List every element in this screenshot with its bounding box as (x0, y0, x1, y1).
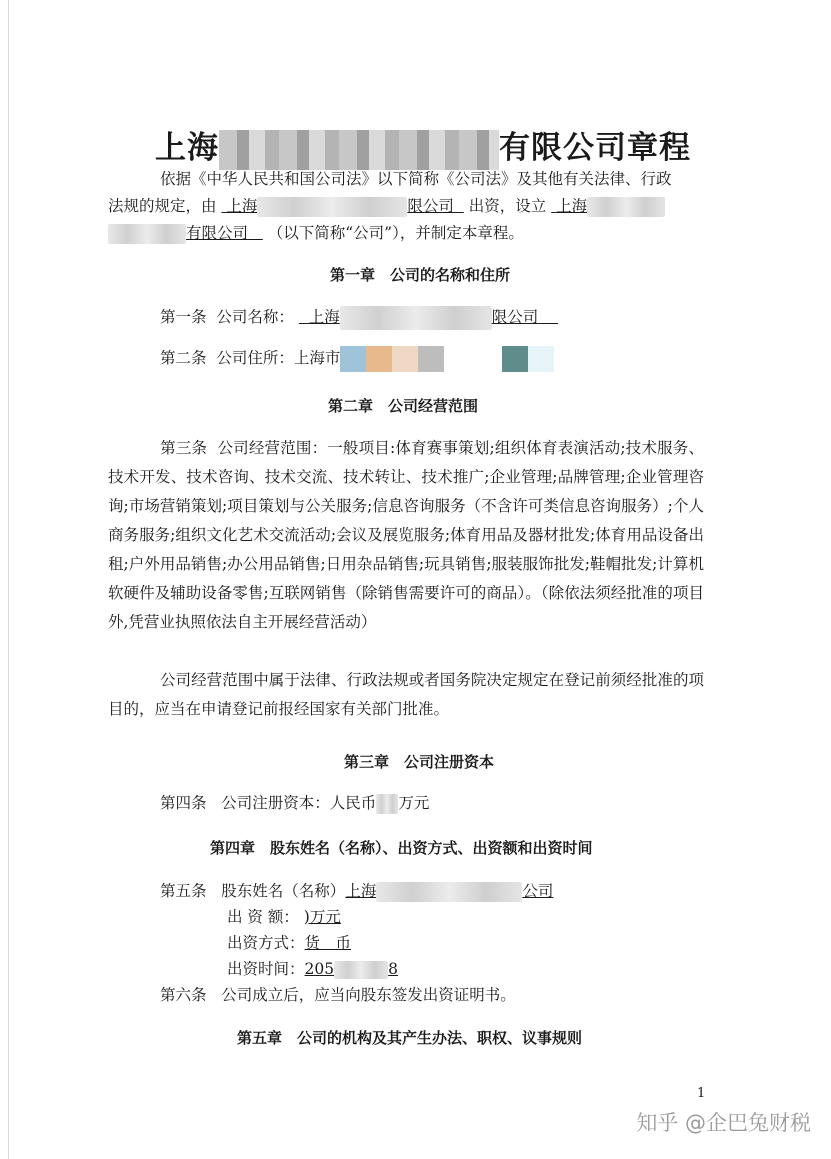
document-title (155, 122, 691, 170)
redacted-text (587, 197, 665, 217)
redacted-address (340, 349, 554, 367)
contribution-method: 出资方式：货 币 (227, 934, 352, 952)
shareholder-name: 上海 公司 (345, 882, 554, 900)
article-4: 第四条 公司注册资本：人民币 万元 (160, 794, 430, 812)
redacted-date (334, 961, 388, 979)
founder-name: 上海 限公司 (226, 197, 454, 215)
watermark: 知乎 @企巴兔财税 (636, 1111, 811, 1135)
article-5: 第五条 股东姓名（名称）上海 公司 (160, 882, 554, 900)
article-3: 第三条 公司经营范围：一般项目:体育赛事策划;组织体育表演活动;技术服务、技术开发、技术咨询、技术交流、技术转让、技术推广;企业管理;品牌管理;企业管理咨询;市场营销策划;项目策划与公关服务;信息咨询服务（不含许可类信息咨询服务）;个人商务服务;组织文化艺术交流活动;会议及展览服务;体育用品及器材批发;体育用品设备出租;户外用品销售;办公用品销售;日用杂品销售;玩具销售;服装服饰批发;鞋帽批发;计算机软硬件及辅助设备零售;互联网销售（除销售需要许可的商品）。（除依法须经批准的项目外,凭营业执照依法自主开展经营活动） (108, 439, 704, 631)
preamble-line-3: 有限公司 （以下简称“公司”），并制定本章程。 (108, 220, 524, 247)
redacted-text (376, 882, 522, 902)
title-suffix: 有限公司章程 (499, 130, 691, 166)
scope-approval-paragraph: 公司经营范围中属于法律、行政法规或者国务院决定规定在登记前须经批准的项目的，应当在申请登记前报经国家有关部门批准。 (108, 671, 704, 718)
chapter-3-heading: 第三章 公司注册资本 (344, 753, 495, 771)
contribution-time: 出资时间：205 8 (227, 960, 398, 978)
article-2: 第二条 公司住所：上海市 (160, 345, 554, 372)
redacted-company-name (219, 130, 499, 170)
article-1: 第一条 公司名称： 上海 限公司 (160, 304, 558, 331)
redacted-text (340, 306, 492, 330)
preamble-line-1: 依据《中华人民共和国公司法》以下简称《公司法》及其他有关法律、行政 (160, 170, 672, 188)
title-prefix: 上海 (155, 130, 219, 166)
article-6: 第六条 公司成立后，应当向股东签发出资证明书。 (160, 986, 516, 1004)
preamble-line-2: 法规的规定，由 上海 限公司 出资，设立 上海 (108, 193, 665, 220)
page-edge (8, 0, 9, 1159)
chapter-2-heading: 第二章 公司经营范围 (328, 397, 479, 415)
chapter-1-heading: 第一章 公司的名称和住所 (330, 266, 511, 284)
contribution-amount: 出 资 额： )万元 (227, 908, 341, 926)
redacted-amount (376, 794, 398, 814)
redacted-text (108, 224, 186, 244)
company-name-field: 上海 限公司 (299, 308, 558, 326)
redacted-text (257, 197, 407, 217)
chapter-5-heading: 第五章 公司的机构及其产生办法、职权、议事规则 (237, 1029, 583, 1047)
page-number: 1 (697, 1086, 706, 1101)
chapter-4-heading: 第四章 股东姓名（名称）、出资方式、出资额和出资时间 (210, 839, 593, 857)
company-name-ref: 上海 (551, 197, 665, 215)
